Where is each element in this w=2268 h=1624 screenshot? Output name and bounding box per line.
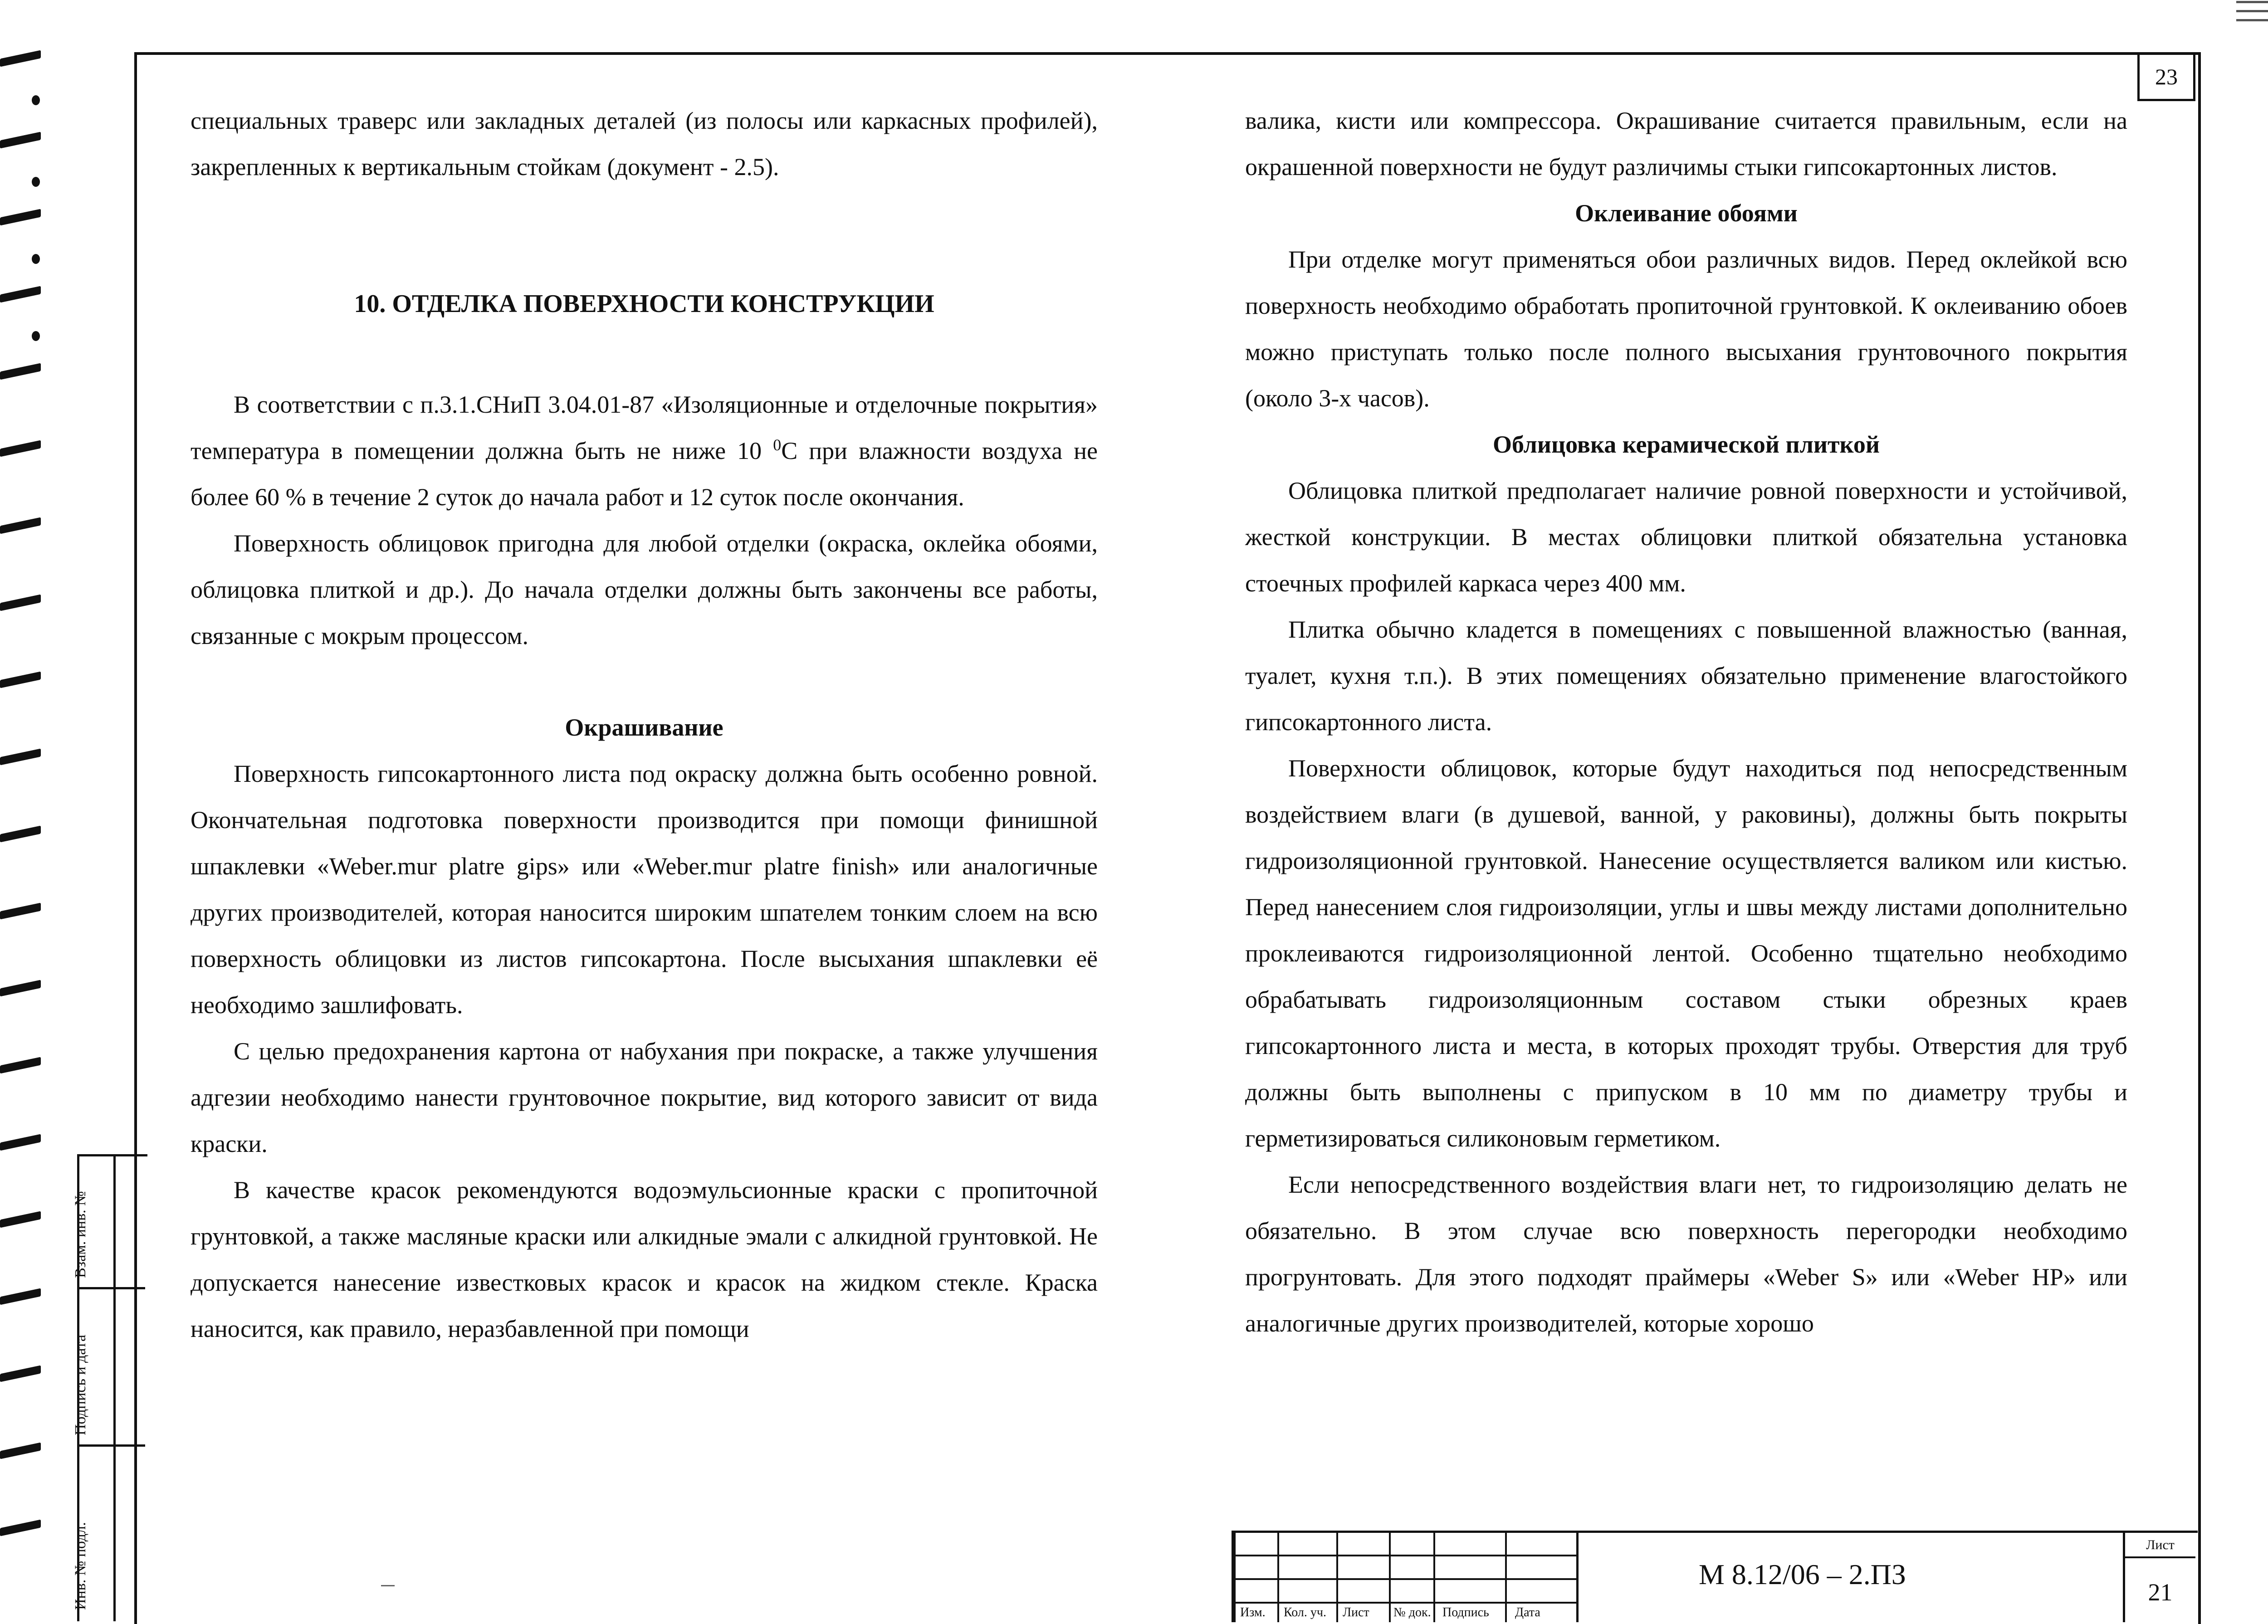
degree-sup: 0: [773, 436, 782, 454]
col-izm: Изм.: [1240, 1605, 1266, 1619]
paragraph-surface: Поверхность облицовок пригодна для любой отделки (окраска, оклейка обоями, облицовка плиткой и др.). До начала отделки должны быть закончены все работы, связанные с мокрым процессом.: [191, 530, 1098, 649]
subtitle-painting: Окрашивание: [565, 714, 723, 741]
sheet-number: 21: [2148, 1579, 2173, 1606]
sheet-box: [2123, 1533, 2198, 1622]
paragraph-primer: С целью предохранения картона от набухания при покраске, а также улучшения адгезии необходимо нанести грунтовочное покрытие, вид которого зависит от вида краски.: [191, 1038, 1098, 1157]
small-tick: [381, 1585, 395, 1586]
title-block: [1232, 1531, 2195, 1620]
paragraph-waterproofing: Поверхности облицовок, которые будут находиться под непосредственным воздействием влаги (в душевой, ванной, у раковины), должны быть покрыты гидроизоляционной грунтовкой. Нанесение осуществляется валиком или кистью. Перед нанесением слоя гидроизоляции, углы и швы между листами дополнительно проклеиваются гидроизоляционной лентой. Особенно тщательно необходимо обрабатывать гидроизоляционным составом стыки обрезных краев гипсокартонного листа и места, в которых проходят трубы. Отверстия для труб должны быть выполнены с припуском в 10 мм по диаметру трубы и герметизироваться силиконовым герметиком.: [1245, 755, 2127, 1152]
side-stamp-table: [72, 1154, 147, 1621]
left-column: [191, 98, 1098, 1352]
revision-table: [1232, 1531, 1579, 1622]
document-code: М 8.12/06 – 2.ПЗ: [1699, 1558, 1906, 1590]
col-signature: Подпись: [1442, 1605, 1489, 1619]
paragraph-tiles-base: Облицовка плиткой предполагает наличие ровной поверхности и устойчивой, жесткой конструкции. В местах облицовки плиткой обязательна установка стоечных профилей каркаса через 400 мм.: [1245, 477, 2127, 597]
paragraph-wallpaper: При отделке могут применяться обои различных видов. Перед оклейкой всю поверхность необходимо обработать пропиточной грунтовкой. К оклеиванию обоев можно приступать только после полного высыхания грунтовочного покрытия (около 3-х часов).: [1245, 246, 2127, 412]
paragraph-paints: В качестве красок рекомендуются водоэмульсионные краски с пропиточной грунтовкой, а также масляные краски или алкидные эмали с алкидной грунтовкой. Не допускается нанесение известковых красок и красок на жидком стекле. Краска наносится, как правило, неразбавленной при помощи: [191, 1176, 1098, 1342]
section-title: 10. ОТДЕЛКА ПОВЕРХНОСТИ КОНСТРУКЦИИ: [354, 290, 934, 318]
stamp-label-replacement: Взам. инв. №: [72, 1191, 89, 1278]
paragraph-painting-prep: Поверхность гипсокартонного листа под окраску должна быть особенно ровной. Окончательная подготовка поверхности производится при помощи финишной шпаклевки «Weber.mur platre gips» или «Weber.mur platre finish» или аналогичные других производителей, которая наносится широким шпателем тонким слоем на всю поверхность облицовки из листов гипсокартона. После высыхания шпаклевки её необходимо зашлифовать.: [191, 760, 1098, 1019]
paragraph-continued-right: валика, кисти или компрессора. Окрашивание считается правильным, если на окрашенной поверхности не будут различимы стыки гипсокартонных листов.: [1245, 107, 2127, 180]
col-kol-uch: Кол. уч.: [1284, 1605, 1326, 1619]
page-number-box: 23: [2137, 52, 2195, 101]
subtitle-tiles: Облицовка керамической плиткой: [1492, 431, 1880, 458]
col-date: Дата: [1515, 1605, 1540, 1619]
paragraph-continued: специальных траверс или закладных деталей (из полосы или каркасных профилей), закрепленных к вертикальным стойкам (документ - 2.5).: [191, 107, 1098, 180]
right-column: [1245, 98, 2127, 1346]
stamp-label-inventory: Инв. № подл.: [72, 1522, 89, 1610]
stamp-label-signature: Подпись и дата: [72, 1335, 89, 1435]
corner-marks: [2236, 0, 2268, 23]
sheet-label: Лист: [2125, 1537, 2195, 1558]
col-list: Лист: [1343, 1605, 1369, 1619]
paragraph-priming: Если непосредственного воздействия влаги нет, то гидроизоляцию делать не обязательно. В этом случае всю поверхность перегородки необходимо прогрунтовать. Для этого подходят праймеры «Weber S» или «Weber HP» или аналогичные других производителей, которые хорошо: [1245, 1171, 2127, 1337]
scan-binding-marks: [0, 18, 54, 1605]
paragraph-snip: В соответствии с п.3.1.СНиП 3.04.01-87 «Изоляционные и отделочные покрытия» температура в помещении должна быть не ниже 10 $^0$С при влажности воздуха не более 60 % в течение 2 суток до начала работ и 12 суток после окончания.: [191, 391, 1098, 511]
title-block-main: [1576, 1531, 2198, 1622]
col-doc-no: № док.: [1393, 1605, 1431, 1619]
subtitle-wallpaper: Оклеивание обоями: [1575, 200, 1798, 227]
paragraph-tiles-rooms: Плитка обычно кладется в помещениях с повышенной влажностью (ванная, туалет, кухня т.п.). В этих помещениях обязательно применение влагостойкого гипсокартонного листа.: [1245, 616, 2127, 736]
